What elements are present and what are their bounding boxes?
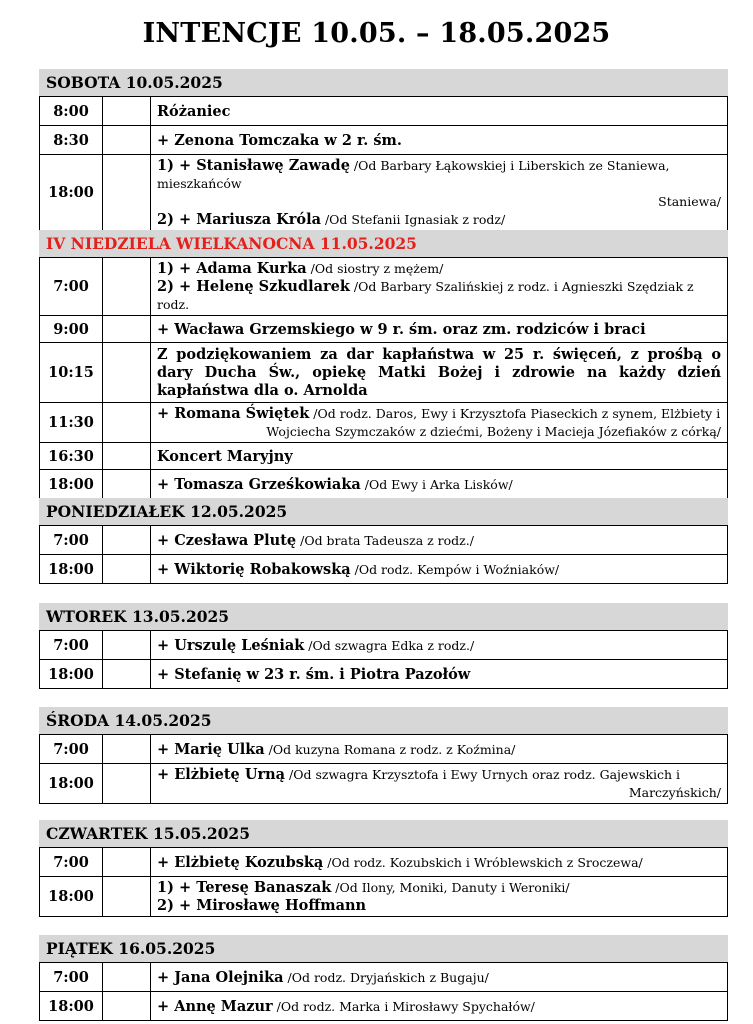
table-row <box>40 343 728 403</box>
day-block-friday <box>39 935 728 1021</box>
table-row <box>40 443 728 470</box>
blank-cell <box>103 631 151 660</box>
day-header: PIĄTEK 16.05.2025 <box>39 935 728 962</box>
mass-time: 16:30 <box>40 443 103 470</box>
intention-text: + Tomasza Grześkowiaka /Od Ewy i Arka Lisków/ <box>151 470 728 500</box>
intention-text: + Czesława Plutę /Od brata Tadeusza z rodz./ <box>151 526 728 555</box>
blank-cell <box>103 126 151 155</box>
day-header: CZWARTEK 15.05.2025 <box>39 820 728 847</box>
mass-time: 8:30 <box>40 126 103 155</box>
blank-cell <box>103 258 151 316</box>
mass-time: 7:00 <box>40 735 103 764</box>
blank-cell <box>103 526 151 555</box>
blank-cell <box>103 316 151 343</box>
blank-cell <box>103 343 151 403</box>
table-row <box>40 963 728 992</box>
mass-time: 7:00 <box>40 963 103 992</box>
day-header: ŚRODA 14.05.2025 <box>39 707 728 734</box>
blank-cell <box>103 992 151 1021</box>
intention-text: 1) + Adama Kurka /Od siostry z mężem/ 2) + Helenę Szkudlarek /Od Barbary Szalińskiej z rodz. i Agnieszki Szędziak z rodz. <box>151 258 728 316</box>
intention-text: + Urszulę Leśniak /Od szwagra Edka z rodz./ <box>151 631 728 660</box>
table-row <box>40 848 728 877</box>
mass-time: 18:00 <box>40 555 103 584</box>
intention-text: 1) + Teresę Banaszak /Od Ilony, Moniki, Danuty i Weroniki/ 2) + Mirosławę Hoffmann <box>151 877 728 917</box>
table-row <box>40 316 728 343</box>
blank-cell <box>103 848 151 877</box>
table-row <box>40 258 728 316</box>
blank-cell <box>103 963 151 992</box>
mass-time: 7:00 <box>40 526 103 555</box>
blank-cell <box>103 470 151 500</box>
table-row <box>40 555 728 584</box>
intention-text: Różaniec <box>151 97 728 126</box>
intentions-table <box>39 847 728 917</box>
blank-cell <box>103 735 151 764</box>
intentions-table <box>39 257 728 500</box>
blank-cell <box>103 97 151 126</box>
intention-text: + Elżbietę Urną /Od szwagra Krzysztofa i Ewy Urnych oraz rodz. Gajewskich i Marczyńskich/ <box>151 764 728 804</box>
intentions-table <box>39 962 728 1021</box>
day-header: SOBOTA 10.05.2025 <box>39 69 728 96</box>
day-block-wednesday <box>39 707 728 804</box>
table-row <box>40 403 728 443</box>
intention-text: + Wacława Grzemskiego w 9 r. śm. oraz zm. rodziców i braci <box>151 316 728 343</box>
mass-time: 18:00 <box>40 877 103 917</box>
intention-text: + Jana Olejnika /Od rodz. Dryjańskich z Bugaju/ <box>151 963 728 992</box>
mass-time: 18:00 <box>40 660 103 689</box>
day-block-sunday <box>39 230 728 500</box>
intention-text: + Stefanię w 23 r. śm. i Piotra Pazołów <box>151 660 728 689</box>
blank-cell <box>103 555 151 584</box>
mass-time: 18:00 <box>40 470 103 500</box>
mass-time: 7:00 <box>40 258 103 316</box>
day-block-saturday <box>39 69 728 231</box>
day-header: PONIEDZIAŁEK 12.05.2025 <box>39 498 728 525</box>
intention-text: Koncert Maryjny <box>151 443 728 470</box>
blank-cell <box>103 443 151 470</box>
day-block-monday <box>39 498 728 584</box>
table-row <box>40 660 728 689</box>
mass-time: 18:00 <box>40 992 103 1021</box>
blank-cell <box>103 764 151 804</box>
table-row <box>40 877 728 917</box>
table-row <box>40 764 728 804</box>
intention-text: + Marię Ulka /Od kuzyna Romana z rodz. z Koźmina/ <box>151 735 728 764</box>
mass-time: 18:00 <box>40 155 103 231</box>
table-row <box>40 631 728 660</box>
mass-time: 11:30 <box>40 403 103 443</box>
blank-cell <box>103 660 151 689</box>
intention-text: + Annę Mazur /Od rodz. Marka i Mirosławy Spychałów/ <box>151 992 728 1021</box>
table-row <box>40 992 728 1021</box>
intentions-table <box>39 525 728 584</box>
blank-cell <box>103 155 151 231</box>
intention-text: + Zenona Tomczaka w 2 r. śm. <box>151 126 728 155</box>
day-header: IV NIEDZIELA WIELKANOCNA 11.05.2025 <box>39 230 728 257</box>
table-row <box>40 97 728 126</box>
intention-text: Z podziękowaniem za dar kapłaństwa w 25 r. święceń, z prośbą o dary Ducha Św., opiekę Matki Bożej i zdrowie na każdy dzień kapłaństwa dla o. Arnolda <box>151 343 728 403</box>
intentions-table <box>39 734 728 804</box>
table-row <box>40 470 728 500</box>
intention-text: + Elżbietę Kozubską /Od rodz. Kozubskich i Wróblewskich z Sroczewa/ <box>151 848 728 877</box>
table-row <box>40 526 728 555</box>
mass-time: 9:00 <box>40 316 103 343</box>
table-row <box>40 126 728 155</box>
intentions-table <box>39 630 728 689</box>
day-header: WTOREK 13.05.2025 <box>39 603 728 630</box>
mass-time: 10:15 <box>40 343 103 403</box>
page-title: INTENCJE 10.05. – 18.05.2025 <box>142 18 611 49</box>
day-block-thursday <box>39 820 728 917</box>
blank-cell <box>103 403 151 443</box>
intention-text: 1) + Stanisławę Zawadę /Od Barbary Łąkowskiej i Liberskich ze Staniewa, mieszkańców Staniewa/ 2) + Mariusza Króla /Od Stefanii Ignasiak z rodz/ <box>151 155 728 231</box>
intention-text: + Wiktorię Robakowską /Od rodz. Kempów i Woźniaków/ <box>151 555 728 584</box>
blank-cell <box>103 877 151 917</box>
mass-time: 18:00 <box>40 764 103 804</box>
mass-time: 7:00 <box>40 631 103 660</box>
table-row <box>40 155 728 231</box>
mass-time: 7:00 <box>40 848 103 877</box>
mass-time: 8:00 <box>40 97 103 126</box>
intentions-table <box>39 96 728 231</box>
day-block-tuesday <box>39 603 728 689</box>
intention-text: + Romana Świętek /Od rodz. Daros, Ewy i Krzysztofa Piaseckich z synem, Elżbiety i Wojciecha Szymczaków z dziećmi, Bożeny i Macieja Józefiaków z córką/ <box>151 403 728 443</box>
table-row <box>40 735 728 764</box>
